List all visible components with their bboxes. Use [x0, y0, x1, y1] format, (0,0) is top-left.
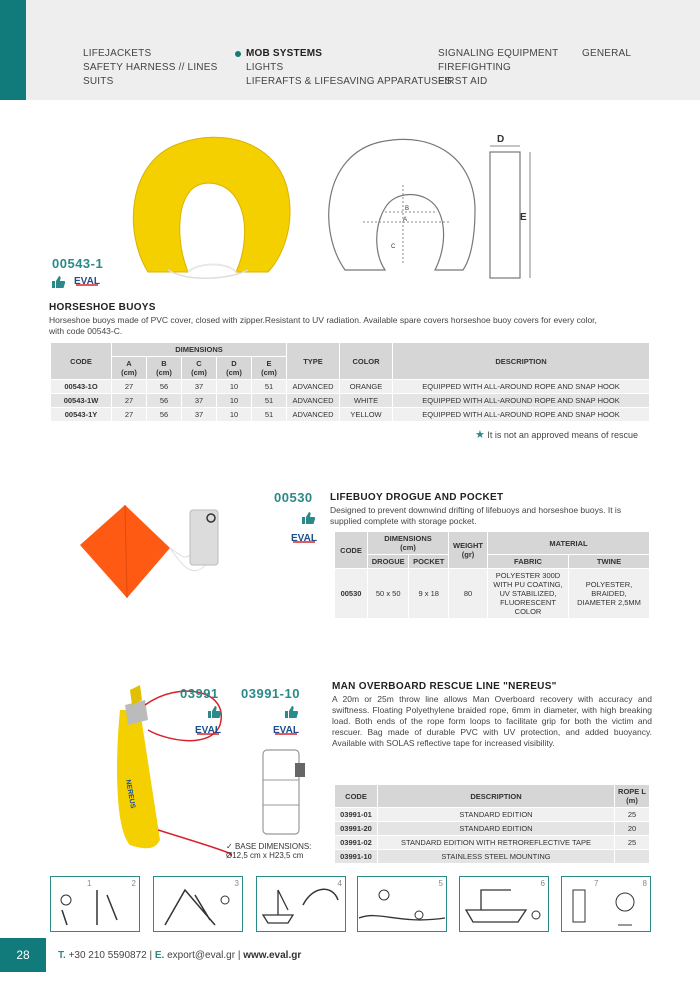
nav-signaling[interactable]: SIGNALING EQUIPMENT: [438, 48, 559, 59]
th-dim-a: A (cm): [112, 357, 146, 379]
cell-fabric: POLYESTER 300D WITH PU COATING, UV STABILIZED, FLUORESCENT COLOR: [488, 569, 568, 618]
cell-description: EQUIPPED WITH ALL-AROUND ROPE AND SNAP HOOK: [393, 394, 649, 407]
usage-pictogram-3: [153, 876, 243, 932]
horseshoe-buoy-image: [128, 132, 293, 280]
cell-code: 03991-01: [335, 808, 377, 821]
thumbs-up-icon: [52, 276, 65, 288]
footer-sep: |: [237, 950, 241, 961]
th-weight: WEIGHT (gr): [449, 532, 487, 568]
drogue-spec-table: [334, 531, 650, 619]
cell-rope: [615, 850, 649, 863]
cell-rope: 20: [615, 822, 649, 835]
product-code-00543-1: 00543-1: [52, 256, 104, 271]
th-code: CODE: [51, 343, 111, 379]
cell-c: 37: [182, 394, 216, 407]
cell-code: 03991-10: [335, 850, 377, 863]
not-approved-text: It is not an approved means of rescue: [487, 430, 638, 440]
footer-sep: |: [149, 950, 153, 961]
nav-general[interactable]: GENERAL: [582, 48, 632, 59]
active-dot-icon: [235, 51, 241, 57]
horseshoe-spec-table: [50, 342, 650, 422]
cell-code: 00543-1O: [51, 380, 111, 393]
cell-weight: 80: [449, 569, 487, 618]
nav-mob-systems[interactable]: MOB SYSTEMS: [246, 48, 323, 59]
cell-c: 37: [182, 408, 216, 421]
th-dimensions: DIMENSIONS: [112, 343, 286, 356]
star-icon: ★: [475, 429, 485, 441]
diagram-label-d: D: [497, 134, 505, 145]
nav-liferafts[interactable]: LIFERAFTS & LIFESAVING APPARATUSES: [246, 76, 452, 87]
diagram-label-e: E: [520, 212, 527, 223]
cell-a: 27: [112, 408, 146, 421]
thumbs-up-icon: [208, 706, 221, 718]
th-drogue: DROGUE: [368, 555, 408, 568]
th-fabric: FABRIC: [488, 555, 568, 568]
cell-d: 10: [217, 380, 251, 393]
cell-e: 51: [252, 408, 286, 421]
horseshoe-dimension-diagram: [325, 130, 555, 282]
nav-lifejackets[interactable]: LIFEJACKETS: [83, 48, 152, 59]
eval-logo: [73, 273, 101, 287]
cell-a: 27: [112, 380, 146, 393]
product-title-drogue: LIFEBUOY DROGUE AND POCKET: [330, 492, 504, 503]
cell-code: 03991-20: [335, 822, 377, 835]
cell-a: 27: [112, 394, 146, 407]
check-icon: ✓: [226, 842, 233, 851]
footer-email[interactable]: export@eval.gr: [167, 950, 236, 961]
th-twine: TWINE: [569, 555, 649, 568]
cell-color: WHITE: [340, 394, 392, 407]
cell-d: 10: [217, 394, 251, 407]
product-code-03991-10: 03991-10: [241, 686, 300, 701]
footer-contact: [58, 950, 301, 961]
pict-num: 1: [87, 879, 92, 888]
table-row: [51, 408, 649, 421]
drogue-image: [75, 500, 235, 605]
product-desc-nereus: A 20m or 25m throw line allows Man Overboard recovery with accuracy and swiftness. Floating Polyethylene braided rope, 6mm in diameter, with high breaking load. Both ends of the rope form loops to facilitate grip for both the victim and rescuer. Bag made of durable PVC with UV protection, and added buoyancy. Available with SOLAS reflective tape for increased visibility.: [332, 694, 652, 748]
cell-e: 51: [252, 380, 286, 393]
email-label: E.: [154, 950, 165, 961]
usage-pictogram-7-8: [561, 876, 651, 932]
footer-website[interactable]: www.eval.gr: [243, 950, 302, 961]
pict-num: 5: [438, 879, 443, 888]
usage-pictogram-1-2: [50, 876, 140, 932]
thumbs-up-icon: [302, 512, 315, 524]
product-desc-drogue: Designed to prevent downwind drifting of lifebuoys and horseshoe buoys. It is supplied complete with storage pocket.: [330, 505, 622, 526]
cell-d: 10: [217, 408, 251, 421]
cell-code: 00530: [335, 569, 367, 618]
th-dim-b: B (cm): [147, 357, 181, 379]
table-row: [335, 850, 649, 863]
diagram-label-c: C: [391, 244, 396, 250]
footer-phone[interactable]: +30 210 5590872: [68, 950, 147, 961]
cell-type: ADVANCED: [287, 394, 339, 407]
stainless-mounting-image: [255, 745, 310, 840]
cell-color: ORANGE: [340, 380, 392, 393]
cell-description: STANDARD EDITION: [378, 822, 614, 835]
cell-twine: POLYESTER, BRAIDED, DIAMETER 2,5MM: [569, 569, 649, 618]
th-description: DESCRIPTION: [393, 343, 649, 379]
svg-text:EVAL: EVAL: [273, 725, 299, 736]
th-dim-d: D (cm): [217, 357, 251, 379]
table-row: [335, 569, 649, 618]
product-code-03991: 03991: [180, 686, 219, 701]
cell-code: 00543-1W: [51, 394, 111, 407]
table-row: [51, 380, 649, 393]
table-row: [335, 822, 649, 835]
cell-description: STANDARD EDITION: [378, 808, 614, 821]
base-dimensions: [226, 842, 311, 860]
header-accent-bar: [0, 0, 26, 100]
diagram-label-a: A: [403, 217, 408, 223]
table-row: [335, 836, 649, 849]
eval-logo: [194, 722, 222, 736]
table-row: [335, 808, 649, 821]
nav-safety-harness[interactable]: SAFETY HARNESS // LINES: [83, 62, 218, 73]
cell-description: STANDARD EDITION WITH RETROREFLECTIVE TAPE: [378, 836, 614, 849]
th-pocket: POCKET: [409, 555, 448, 568]
nav-firefighting[interactable]: FIREFIGHTING: [438, 62, 511, 73]
usage-pictogram-6: [459, 876, 549, 932]
th-dimensions: DIMENSIONS (cm): [368, 532, 448, 554]
eval-logo: [290, 530, 318, 544]
pict-num: 4: [337, 879, 342, 888]
th-rope: ROPE L (m): [615, 785, 649, 807]
eval-logo: [272, 722, 300, 736]
nav-suits[interactable]: SUITS: [83, 76, 114, 87]
cell-code: 03991-02: [335, 836, 377, 849]
diagram-label-b: B: [405, 206, 410, 212]
cell-e: 51: [252, 394, 286, 407]
cell-code: 00543-1Y: [51, 408, 111, 421]
pict-num: 7: [594, 879, 599, 888]
cell-b: 56: [147, 408, 181, 421]
nav-lights[interactable]: LIGHTS: [246, 62, 284, 73]
th-dim-c: C (cm): [182, 357, 216, 379]
svg-text:EVAL: EVAL: [74, 276, 100, 287]
th-dim-e: E (cm): [252, 357, 286, 379]
not-approved-note: [475, 428, 638, 441]
th-code: CODE: [335, 532, 367, 568]
product-code-00530: 00530: [274, 490, 313, 505]
phone-label: T.: [58, 950, 66, 961]
svg-text:EVAL: EVAL: [195, 725, 221, 736]
cell-rope: 25: [615, 808, 649, 821]
product-title-nereus: MAN OVERBOARD RESCUE LINE "NEREUS": [332, 681, 557, 692]
th-code: CODE: [335, 785, 377, 807]
usage-pictogram-5: [357, 876, 447, 932]
svg-text:NEREUS: NEREUS: [124, 779, 136, 810]
cell-drogue: 50 x 50: [368, 569, 408, 618]
cell-pocket: 9 x 18: [409, 569, 448, 618]
th-type: TYPE: [287, 343, 339, 379]
nav-first-aid[interactable]: FIRST AID: [438, 76, 488, 87]
pict-num: 8: [642, 879, 647, 888]
base-label: BASE DIMENSIONS:: [234, 842, 312, 851]
cell-b: 56: [147, 380, 181, 393]
usage-pictogram-4: [256, 876, 346, 932]
th-description: DESCRIPTION: [378, 785, 614, 807]
pict-num: 3: [234, 879, 239, 888]
cell-type: ADVANCED: [287, 380, 339, 393]
cell-description: STAINLESS STEEL MOUNTING: [378, 850, 614, 863]
product-desc-horseshoe: Horseshoe buoys made of PVC cover, closed with zipper.Resistant to UV radiation. Available spare covers horseshoe buoy covers for every color, with code 00543-C.: [49, 315, 597, 336]
nereus-spec-table: [334, 784, 650, 864]
cell-color: YELLOW: [340, 408, 392, 421]
cell-b: 56: [147, 394, 181, 407]
product-title-horseshoe: HORSESHOE BUOYS: [49, 302, 156, 313]
thumbs-up-icon: [285, 706, 298, 718]
th-material: MATERIAL: [488, 532, 649, 554]
svg-text:EVAL: EVAL: [291, 533, 317, 544]
cell-rope: 25: [615, 836, 649, 849]
table-row: [51, 394, 649, 407]
pict-num: 6: [540, 879, 545, 888]
cell-description: EQUIPPED WITH ALL-AROUND ROPE AND SNAP HOOK: [393, 408, 649, 421]
cell-c: 37: [182, 380, 216, 393]
pict-num: 2: [131, 879, 136, 888]
cell-description: EQUIPPED WITH ALL-AROUND ROPE AND SNAP HOOK: [393, 380, 649, 393]
page-number: 28: [0, 938, 46, 972]
base-dims: Ø12,5 cm x H23,5 cm: [226, 851, 304, 860]
th-color: COLOR: [340, 343, 392, 379]
cell-type: ADVANCED: [287, 408, 339, 421]
